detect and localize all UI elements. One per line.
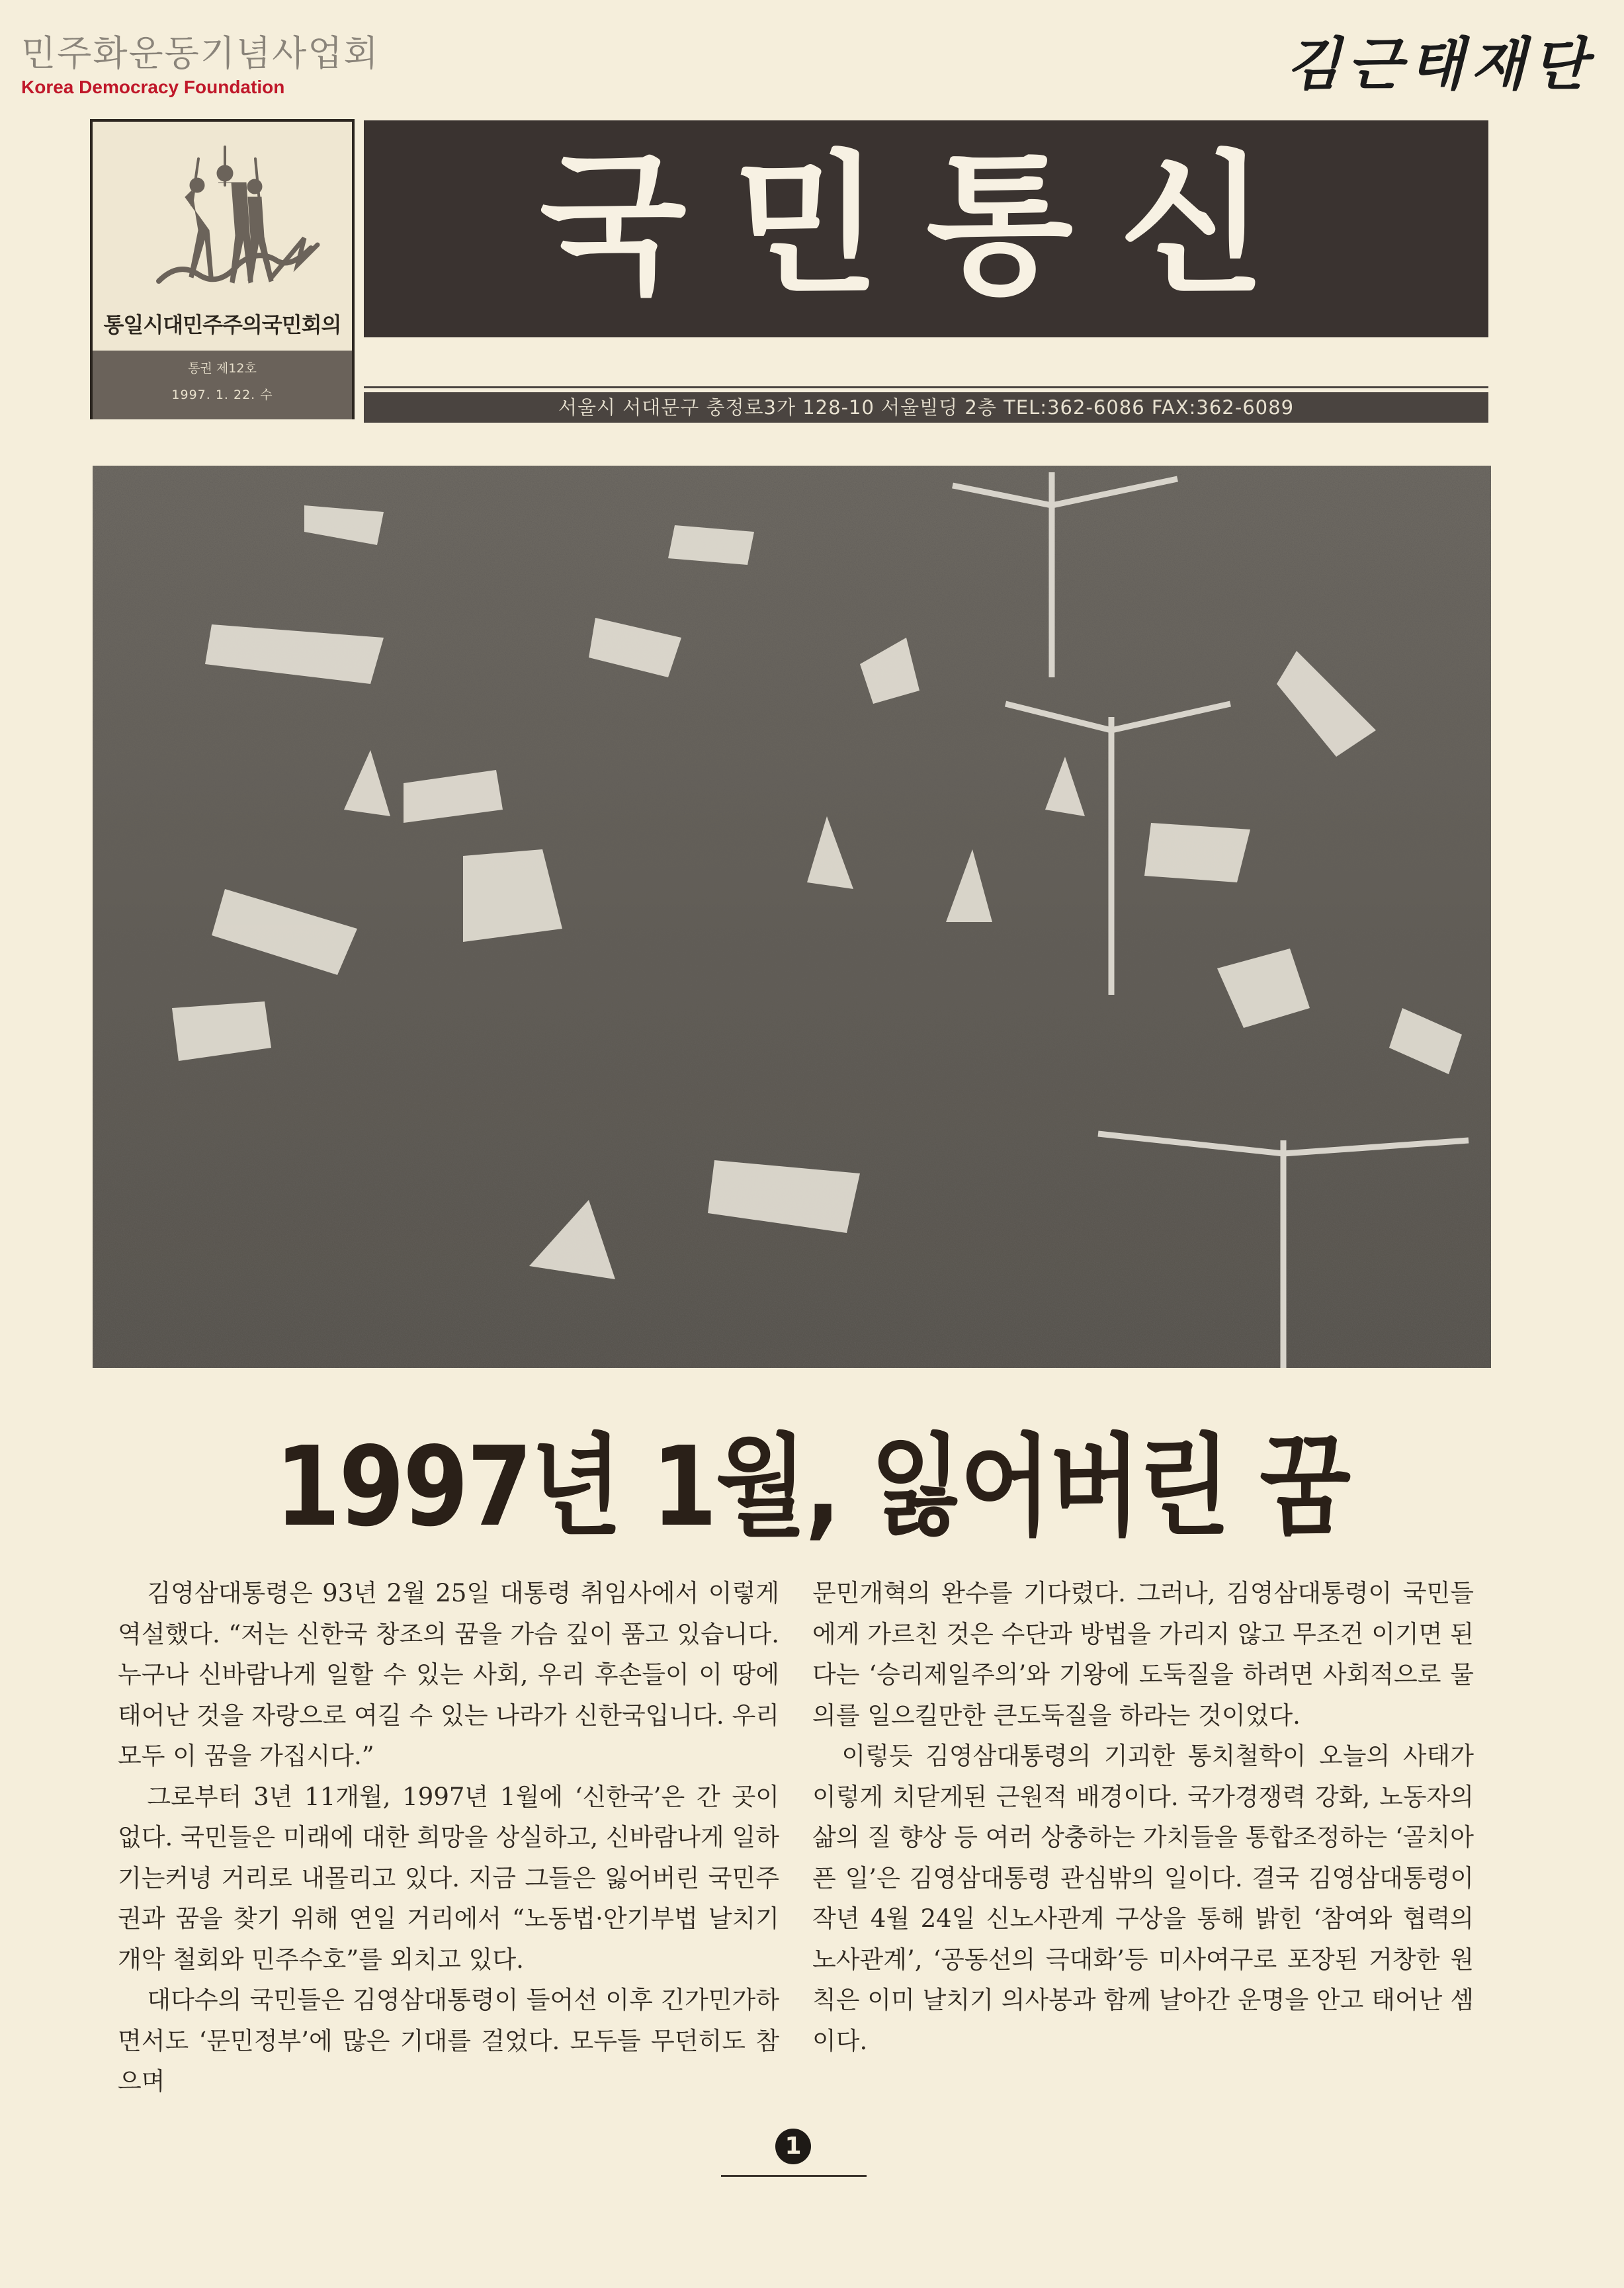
organization-name: 통일시대민주주의국민회의: [103, 312, 341, 337]
address-rule: [364, 386, 1488, 388]
issue-date: 1997. 1. 22. 수: [171, 388, 273, 402]
watermark-english: Korea Democracy Foundation: [21, 77, 285, 97]
issue-number: 통권 제12호: [188, 361, 257, 376]
paragraph: 문민개혁의 완수를 기다렸다. 그러나, 김영삼대통령이 국민들에게 가르친 것은 수단과 방법을 가리지 않고 무조건 이기면 된다는 ‘승리제일주의’와 기왕에 도둑질을 하려면 사회적으로 물의를 일으킬만한 큰도둑질을 하라는 것이었다.: [812, 1579, 1474, 1730]
watermark-korean: 민주화운동기념사업회: [21, 32, 380, 74]
article-headline: 1997년 1월, 잃어버린 꿈: [275, 1423, 1349, 1551]
protest-crowd-photo: [93, 466, 1491, 1368]
paragraph: 대다수의 국민들은 김영삼대통령이 들어선 이후 긴가민가하면서도 ‘문민정부’에 많은 기대를 걸었다. 모두들 무던히도 참으며: [118, 1986, 779, 2096]
page-number: 1: [775, 2129, 811, 2164]
handwritten-mark: 김근태재단: [1285, 31, 1594, 98]
page-number-rule: [721, 2175, 867, 2177]
paragraph: 그로부터 3년 11개월, 1997년 1월에 ‘신한국’은 간 곳이 없다. 국민들은 미래에 대한 희망을 상실하고, 신바람나게 일하기는커녕 거리로 내몰리고 있다. 지금 그들은 잃어버린 국민주권과 꿈을 찾기 위해 연일 거리에서 “노동법·안기부법 날치기 개악 철회와 민주수호”를 외치고 있다.: [118, 1782, 779, 1974]
paragraph: 김영삼대통령은 93년 2월 25일 대통령 취임사에서 이렇게 역설했다. “저는 신한국 창조의 꿈을 가슴 깊이 품고 있습니다. 누구나 신바람나게 일할 수 있는 사회, 우리 후손들이 이 땅에 태어난 것을 자랑으로 여길 수 있는 나라가 신한국입니다. 우리 모두 이 꿈을 가집시다.”: [118, 1579, 779, 1770]
article-column-right: [812, 1573, 1474, 2061]
masthead: [364, 120, 1488, 337]
newspaper-title: 국민통신: [539, 138, 1313, 314]
marching-people-logo-icon: [119, 139, 331, 298]
organization-box: [90, 119, 355, 419]
issue-info: [93, 351, 352, 419]
article-column-left: [118, 1573, 779, 2102]
paragraph: 이렇듯 김영삼대통령의 기괴한 통치철학이 오늘의 사태가 이렇게 치닫게된 근원적 배경이다. 국가경쟁력 강화, 노동자의 삶의 질 향상 등 여러 상충하는 가치들을 통합조정하는 ‘골치아픈 일’은 김영삼대통령 관심밖의 일이다. 결국 김영삼대통령이 작년 4월 24일 신노사관계 구상을 통해 밝힌 ‘참여와 협력의 노사관계’, ‘공동선의 극대화’등 미사여구로 포장된 거창한 원칙은 이미 날치기 의사봉과 함께 날아간 운명을 안고 태어난 셈이다.: [812, 1742, 1474, 2055]
address-bar: 서울시 서대문구 충정로3가 128-10 서울빌딩 2층 TEL:362-6086 FAX:362-6089: [364, 392, 1488, 423]
